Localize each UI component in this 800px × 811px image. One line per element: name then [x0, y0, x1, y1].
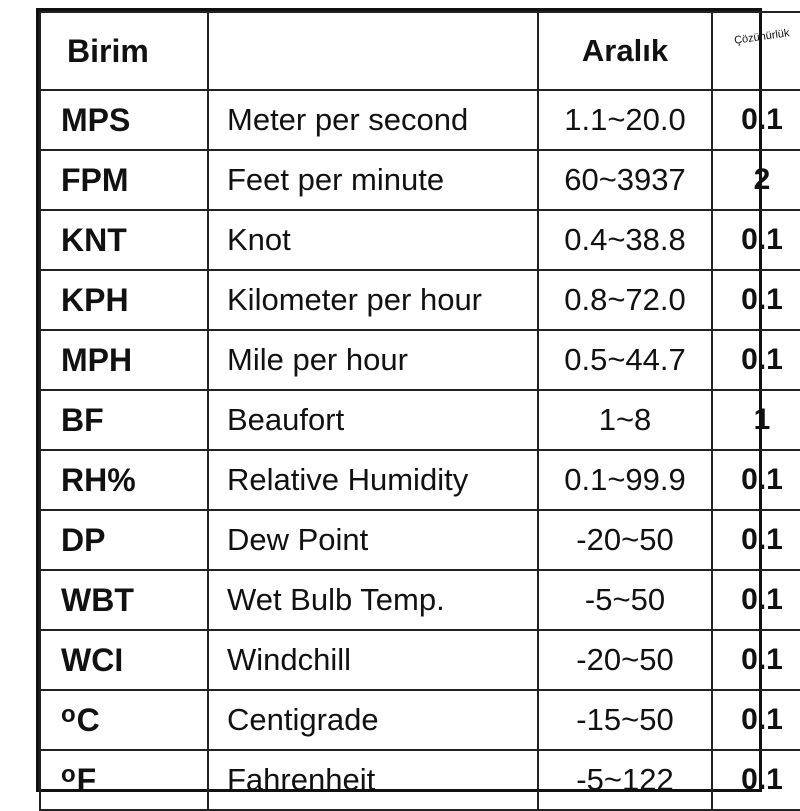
description-cell: Relative Humidity [208, 450, 538, 510]
header-unit: Birim [40, 12, 208, 90]
unit-cell: WBT [40, 570, 208, 630]
unit-cell: FPM [40, 150, 208, 210]
header-description [208, 12, 538, 90]
unit-cell: WCI [40, 630, 208, 690]
description-cell: Wet Bulb Temp. [208, 570, 538, 630]
unit-cell: MPH [40, 330, 208, 390]
resolution-cell: 0.1 [712, 630, 800, 690]
resolution-cell: 0.1 [712, 450, 800, 510]
resolution-cell: 0.1 [712, 750, 800, 810]
table-row [40, 750, 800, 810]
resolution-cell: 0.1 [712, 330, 800, 390]
description-cell: Dew Point [208, 510, 538, 570]
range-cell: -5~50 [538, 570, 712, 630]
unit-cell [40, 750, 208, 810]
table-header-row [40, 12, 800, 90]
unit-cell: KPH [40, 270, 208, 330]
table-row [40, 150, 800, 210]
table-row [40, 630, 800, 690]
range-cell: 0.4~38.8 [538, 210, 712, 270]
resolution-cell: 0.1 [712, 210, 800, 270]
description-cell: Feet per minute [208, 150, 538, 210]
range-cell: -20~50 [538, 510, 712, 570]
unit-cell: KNT [40, 210, 208, 270]
range-cell: -20~50 [538, 630, 712, 690]
resolution-cell: 0.1 [712, 510, 800, 570]
degree-symbol: o [61, 761, 76, 788]
unit-cell: BF [40, 390, 208, 450]
description-cell: Knot [208, 210, 538, 270]
header-resolution-label: Çözünürlük [733, 27, 791, 47]
table-row [40, 450, 800, 510]
range-cell: 1~8 [538, 390, 712, 450]
units-table [39, 11, 800, 811]
description-cell: Meter per second [208, 90, 538, 150]
unit-cell: MPS [40, 90, 208, 150]
range-cell: 0.8~72.0 [538, 270, 712, 330]
description-cell: Windchill [208, 630, 538, 690]
degree-symbol: o [61, 701, 76, 728]
unit-cell: DP [40, 510, 208, 570]
range-cell: -5~122 [538, 750, 712, 810]
table-row [40, 330, 800, 390]
description-cell: Mile per hour [208, 330, 538, 390]
description-cell: Beaufort [208, 390, 538, 450]
table-row [40, 510, 800, 570]
header-resolution [712, 12, 800, 90]
units-table-frame [36, 8, 791, 798]
unit-cell: RH% [40, 450, 208, 510]
resolution-cell: 0.1 [712, 270, 800, 330]
range-cell: 1.1~20.0 [538, 90, 712, 150]
unit-label: F [76, 762, 97, 798]
description-cell: Fahrenheit [208, 750, 538, 810]
table-row [40, 570, 800, 630]
resolution-cell: 0.1 [712, 90, 800, 150]
unit-cell [40, 690, 208, 750]
range-cell: -15~50 [538, 690, 712, 750]
resolution-cell: 0.1 [712, 690, 800, 750]
header-range: Aralık [538, 12, 712, 90]
range-cell: 60~3937 [538, 150, 712, 210]
range-cell: 0.1~99.9 [538, 450, 712, 510]
description-cell: Centigrade [208, 690, 538, 750]
range-cell: 0.5~44.7 [538, 330, 712, 390]
resolution-cell: 2 [712, 150, 800, 210]
resolution-cell: 0.1 [712, 570, 800, 630]
resolution-cell: 1 [712, 390, 800, 450]
unit-label: C [76, 702, 100, 738]
table-row [40, 210, 800, 270]
table-row [40, 390, 800, 450]
table-row [40, 690, 800, 750]
description-cell: Kilometer per hour [208, 270, 538, 330]
table-row [40, 90, 800, 150]
table-row [40, 270, 800, 330]
